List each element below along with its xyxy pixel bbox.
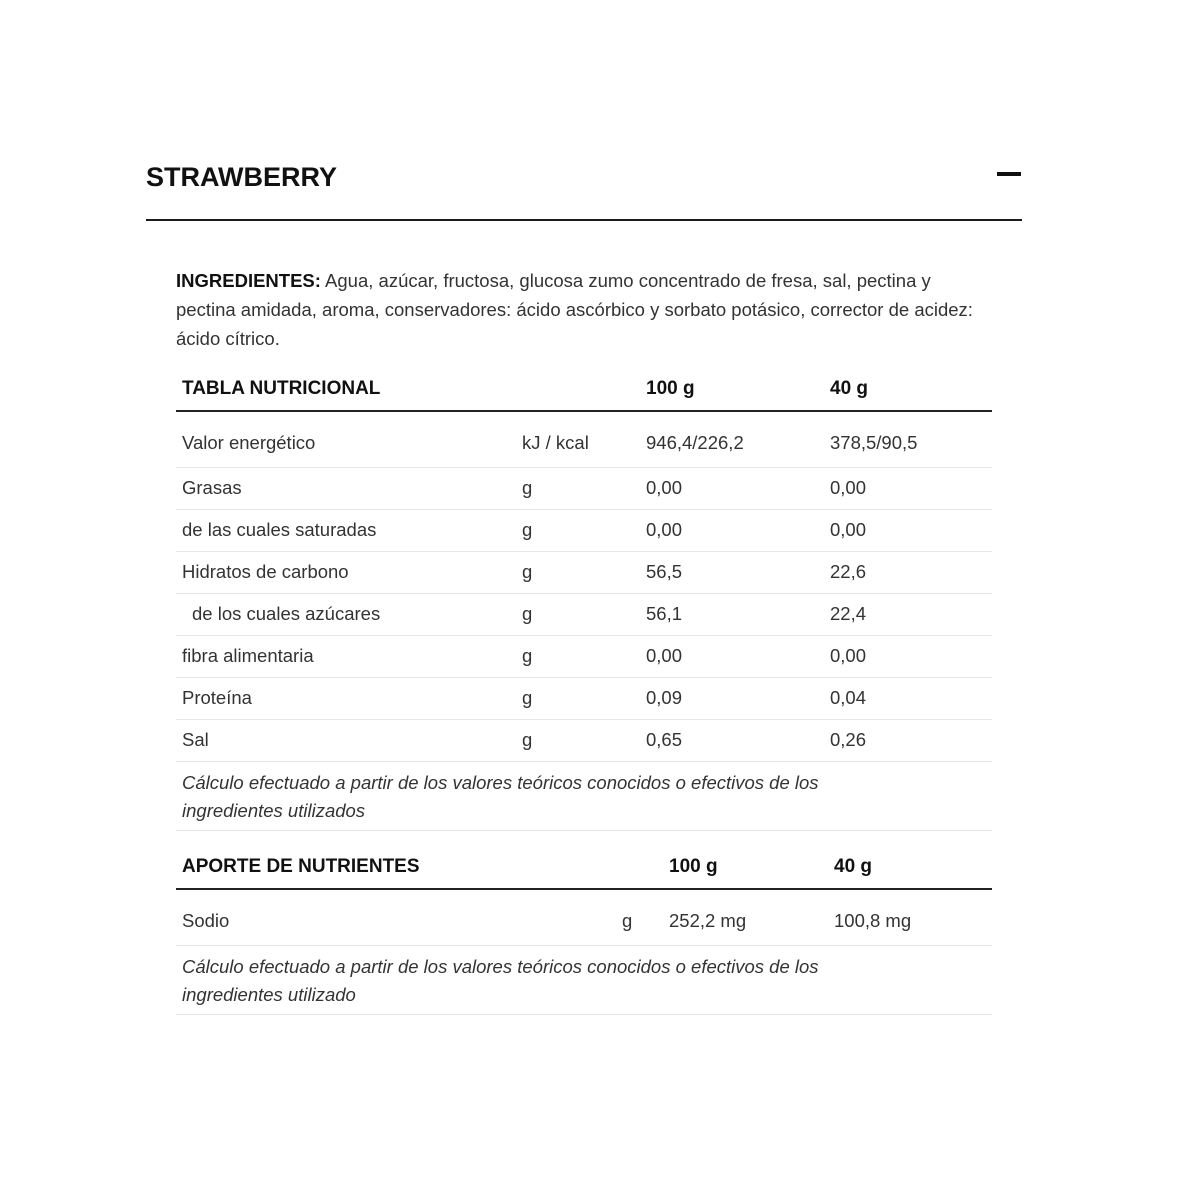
nutrient-unit: g xyxy=(516,467,640,509)
nutrition-header-40g: 40 g xyxy=(824,368,992,411)
table-row xyxy=(176,889,992,945)
nutrient-value-40g: 0,04 xyxy=(824,677,992,719)
nutrient-name: de los cuales azúcares xyxy=(176,593,516,635)
table-note-row xyxy=(176,945,992,1014)
accordion-title: STRAWBERRY xyxy=(146,162,338,192)
nutrient-value-100g: 56,1 xyxy=(640,593,824,635)
table-row xyxy=(176,411,992,467)
nutrient-value-100g: 0,65 xyxy=(640,719,824,761)
nutrient-name: de las cuales saturadas xyxy=(176,509,516,551)
nutrient-value-40g: 22,4 xyxy=(824,593,992,635)
table-row xyxy=(176,467,992,509)
nutrient-value-40g: 100,8 mg xyxy=(828,889,992,945)
ingredients-paragraph xyxy=(176,266,992,353)
nutrition-table xyxy=(176,368,992,831)
nutrient-value-100g: 0,00 xyxy=(640,635,824,677)
nutrient-value-40g: 0,00 xyxy=(824,509,992,551)
nutrient-unit: g xyxy=(516,635,640,677)
nutrient-name: Grasas xyxy=(176,467,516,509)
nutrient-unit: g xyxy=(616,889,663,945)
nutrient-name: Sodio xyxy=(176,889,616,945)
nutrients-header-unit xyxy=(616,846,663,889)
table-row xyxy=(176,719,992,761)
nutrient-value-40g: 0,00 xyxy=(824,635,992,677)
nutrition-header-unit xyxy=(516,368,640,411)
minus-icon xyxy=(997,172,1021,176)
table-row xyxy=(176,677,992,719)
nutrient-unit: g xyxy=(516,551,640,593)
ingredients-text: Agua, azúcar, fructosa, glucosa zumo concentrado de fresa, sal, pectina y pectina amidada, aroma, conservadores: ácido ascórbico y sorbato potásico, corrector de acidez: ácido cítrico. xyxy=(176,270,973,349)
nutrition-header-name: TABLA NUTRICIONAL xyxy=(176,368,516,411)
accordion-content xyxy=(176,266,992,1005)
nutrient-value-100g: 0,00 xyxy=(640,467,824,509)
table-row xyxy=(176,551,992,593)
nutrient-unit: g xyxy=(516,677,640,719)
nutrients-header-40g: 40 g xyxy=(828,846,992,889)
nutrient-value-40g: 378,5/90,5 xyxy=(824,411,992,467)
nutrition-table-header xyxy=(176,368,992,411)
nutrient-unit: kJ / kcal xyxy=(516,411,640,467)
nutrient-value-100g: 0,00 xyxy=(640,509,824,551)
accordion-header[interactable] xyxy=(146,150,1022,221)
nutrient-name: Valor energético xyxy=(176,411,516,467)
nutrient-value-100g: 252,2 mg xyxy=(663,889,828,945)
nutrients-table xyxy=(176,846,992,1015)
nutrient-value-40g: 0,26 xyxy=(824,719,992,761)
table-row xyxy=(176,593,992,635)
ingredients-label: INGREDIENTES: xyxy=(176,270,321,291)
nutrient-name: Proteína xyxy=(176,677,516,719)
nutrients-header-name: APORTE DE NUTRIENTES xyxy=(176,846,616,889)
table-note-row xyxy=(176,761,992,830)
nutrient-value-100g: 0,09 xyxy=(640,677,824,719)
nutrition-note: Cálculo efectuado a partir de los valores teóricos conocidos o efectivos de los ingredientes utilizados xyxy=(176,761,992,830)
collapse-button[interactable] xyxy=(996,164,1022,186)
nutrients-table-header xyxy=(176,846,992,889)
nutrient-value-40g: 0,00 xyxy=(824,467,992,509)
nutrient-value-100g: 946,4/226,2 xyxy=(640,411,824,467)
table-row xyxy=(176,635,992,677)
nutrient-value-40g: 22,6 xyxy=(824,551,992,593)
nutrient-value-100g: 56,5 xyxy=(640,551,824,593)
nutrients-note: Cálculo efectuado a partir de los valores teóricos conocidos o efectivos de los ingredientes utilizado xyxy=(176,945,992,1014)
nutrient-unit: g xyxy=(516,719,640,761)
nutrient-unit: g xyxy=(516,509,640,551)
nutrient-name: Hidratos de carbono xyxy=(176,551,516,593)
table-row xyxy=(176,509,992,551)
nutrient-unit: g xyxy=(516,593,640,635)
nutrient-name: Sal xyxy=(176,719,516,761)
nutrients-header-100g: 100 g xyxy=(663,846,828,889)
nutrient-name: fibra alimentaria xyxy=(176,635,516,677)
nutrition-header-100g: 100 g xyxy=(640,368,824,411)
